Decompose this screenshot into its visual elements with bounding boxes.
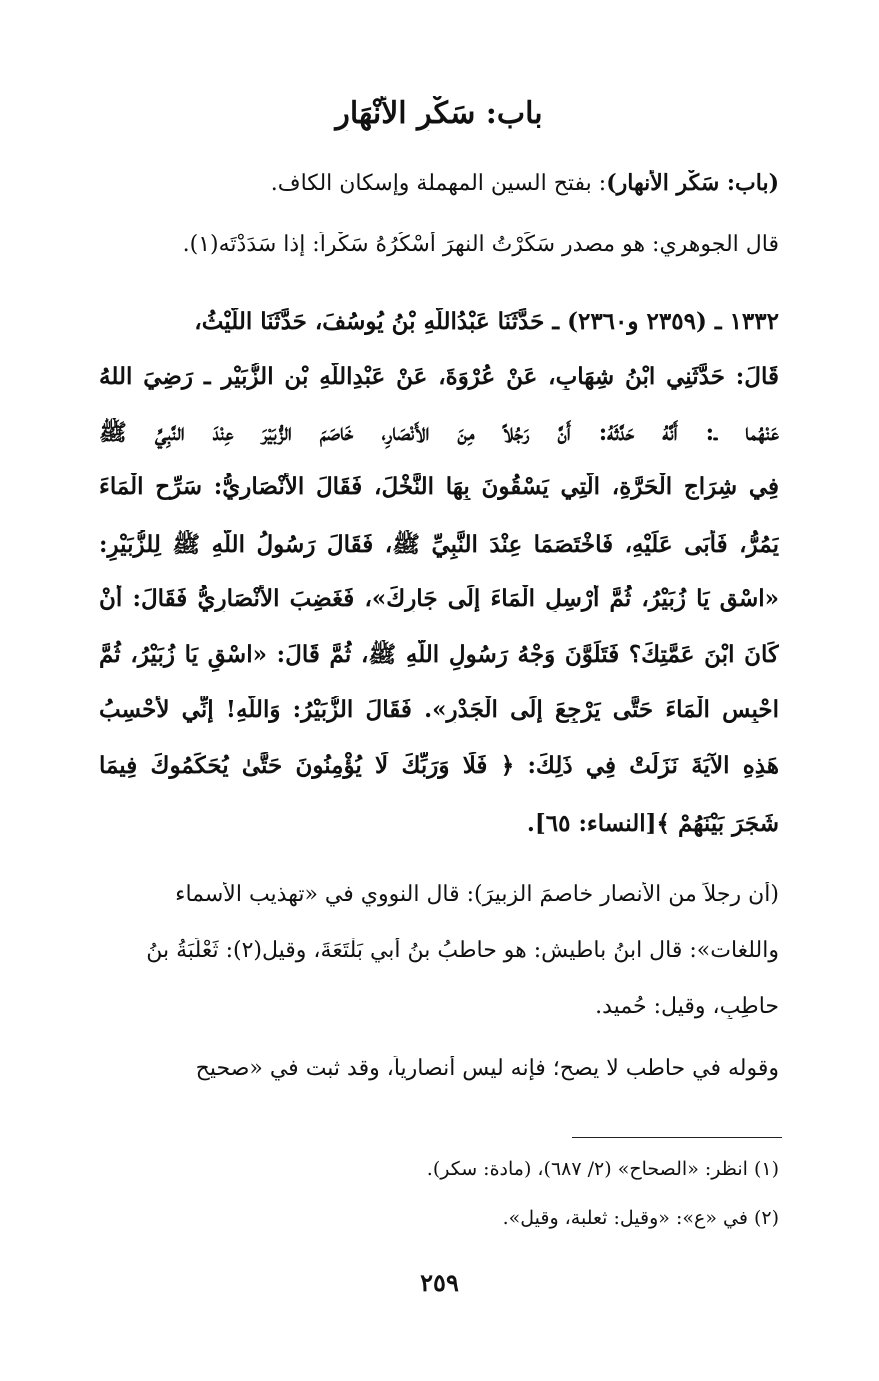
hadith-line-10: شَجَرَ بَيْنَهُمْ ﴾[النساء: ٦٥]. — [526, 810, 779, 837]
hadith-line-3: عَنْهُما ـ: أَنَّهُ حَدَّثَهُ: أَنَّ رَجُلاً مِنَ الأَنْصَارِ، خَاصَمَ الزُّبَيْرَ عِنْدَ النَّبِيِّ ﷺ — [99, 419, 779, 446]
hadith-line-6: «اسْقِ يَا زُبَيْرُ، ثُمَّ أَرْسِلِ الْمَاءَ إِلَى جَارِكَ»، فَغَضِبَ الأَنْصَارِيُّ فَقَالَ: أَنْ — [99, 585, 779, 612]
hadith-line-5: يَمُرُّ، فَأَبَى عَلَيْهِ، فَاخْتَصَمَا عِنْدَ النَّبِيِّ ﷺ، فَقَالَ رَسُولُ اللَّهِ ﷺ لِلزُّبَيْرِ: — [99, 531, 779, 558]
intro-heading-term: (باب: سَكْر الأنهار) — [606, 170, 779, 196]
footnote-2: (٢) في «ع»: «وقيل: ثعلبة، وقيل». — [502, 1207, 779, 1229]
hadith-line-1: ١٣٣٢ ـ (٢٣٥٩ و٢٣٦٠) ـ حَدَّثَنَا عَبْدُاللَّهِ بْنُ يُوسُفَ، حَدَّثَنَا اللَّيْثُ، — [194, 308, 779, 335]
footnote-divider — [572, 1137, 782, 1138]
comment-line-1: (أن رجلاً من الأنصار خاصمَ الزبيرَ): قال النووي في «تهذيب الأسماء — [175, 882, 779, 907]
intro-explanation: : بفتح السين المهملة وإسكان الكاف. — [270, 171, 607, 196]
hadith-line-4: فِي شِرَاجِ الْحَرَّةِ، الَّتِي يَسْقُونَ بِهَا النَّخْلَ، فَقَالَ الأَنْصَارِيُّ: سَرِّحِ الْمَاءَ — [99, 473, 779, 500]
intro-paragraph-2: قال الجوهري: هو مصدر سَكَرْتُ النهرَ أَسْكُرُهُ سَكْراً: إذا سَدَدْتَه(١). — [182, 232, 779, 257]
hadith-line-8: احْبِسِ الْمَاءَ حَتَّى يَرْجِعَ إِلَى الْجَدْرِ». فَقَالَ الزُّبَيْرُ: وَاللَّهِ! إِنِّي لأَحْسِبُ — [99, 696, 779, 723]
comment-line-2: واللغات»: قال ابنُ باطيش: هو حاطبُ بنُ أبي بَلْتَعَةَ، وقيل(٢): ثَعْلَبَةُ بنُ — [146, 938, 779, 963]
footnote-1: (١) انظر: «الصحاح» (٢/ ٦٨٧)، (مادة: سكر). — [426, 1158, 779, 1180]
comment-line-3: حاطِبٍ، وقيل: حُميد. — [595, 994, 779, 1019]
comment-paragraph-2: وقوله في حاطب لا يصح؛ فإنه ليس أنصارياً، وقد ثبت في «صحيح — [195, 1056, 779, 1081]
hadith-line-9: هَذِهِ الآيَةَ نَزَلَتْ فِي ذَلِكَ: ﴿ فَلَا وَرَبِّكَ لَا يُؤْمِنُونَ حَتَّىٰ يُحَكِّمُوكَ فِيمَا — [99, 752, 779, 779]
page-number: ٢٥٩ — [420, 1268, 459, 1297]
intro-paragraph-1 — [99, 170, 779, 196]
hadith-line-2: قَالَ: حَدَّثَنِي ابْنُ شِهَابٍ، عَنْ عُرْوَةَ، عَنْ عَبْدِاللَّهِ بْنِ الزُّبَيْرِ ـ رَضِيَ اللهُ — [99, 363, 779, 390]
chapter-title: باب: سَكْرِ الأَنْهَارِ — [335, 96, 543, 131]
hadith-line-7: كَانَ ابْنَ عَمَّتِكَ؟ فَتَلَوَّنَ وَجْهُ رَسُولِ اللَّهِ ﷺ، ثُمَّ قَالَ: «اسْقِ يَا زُبَيْرُ، ثُمَّ — [99, 641, 779, 668]
